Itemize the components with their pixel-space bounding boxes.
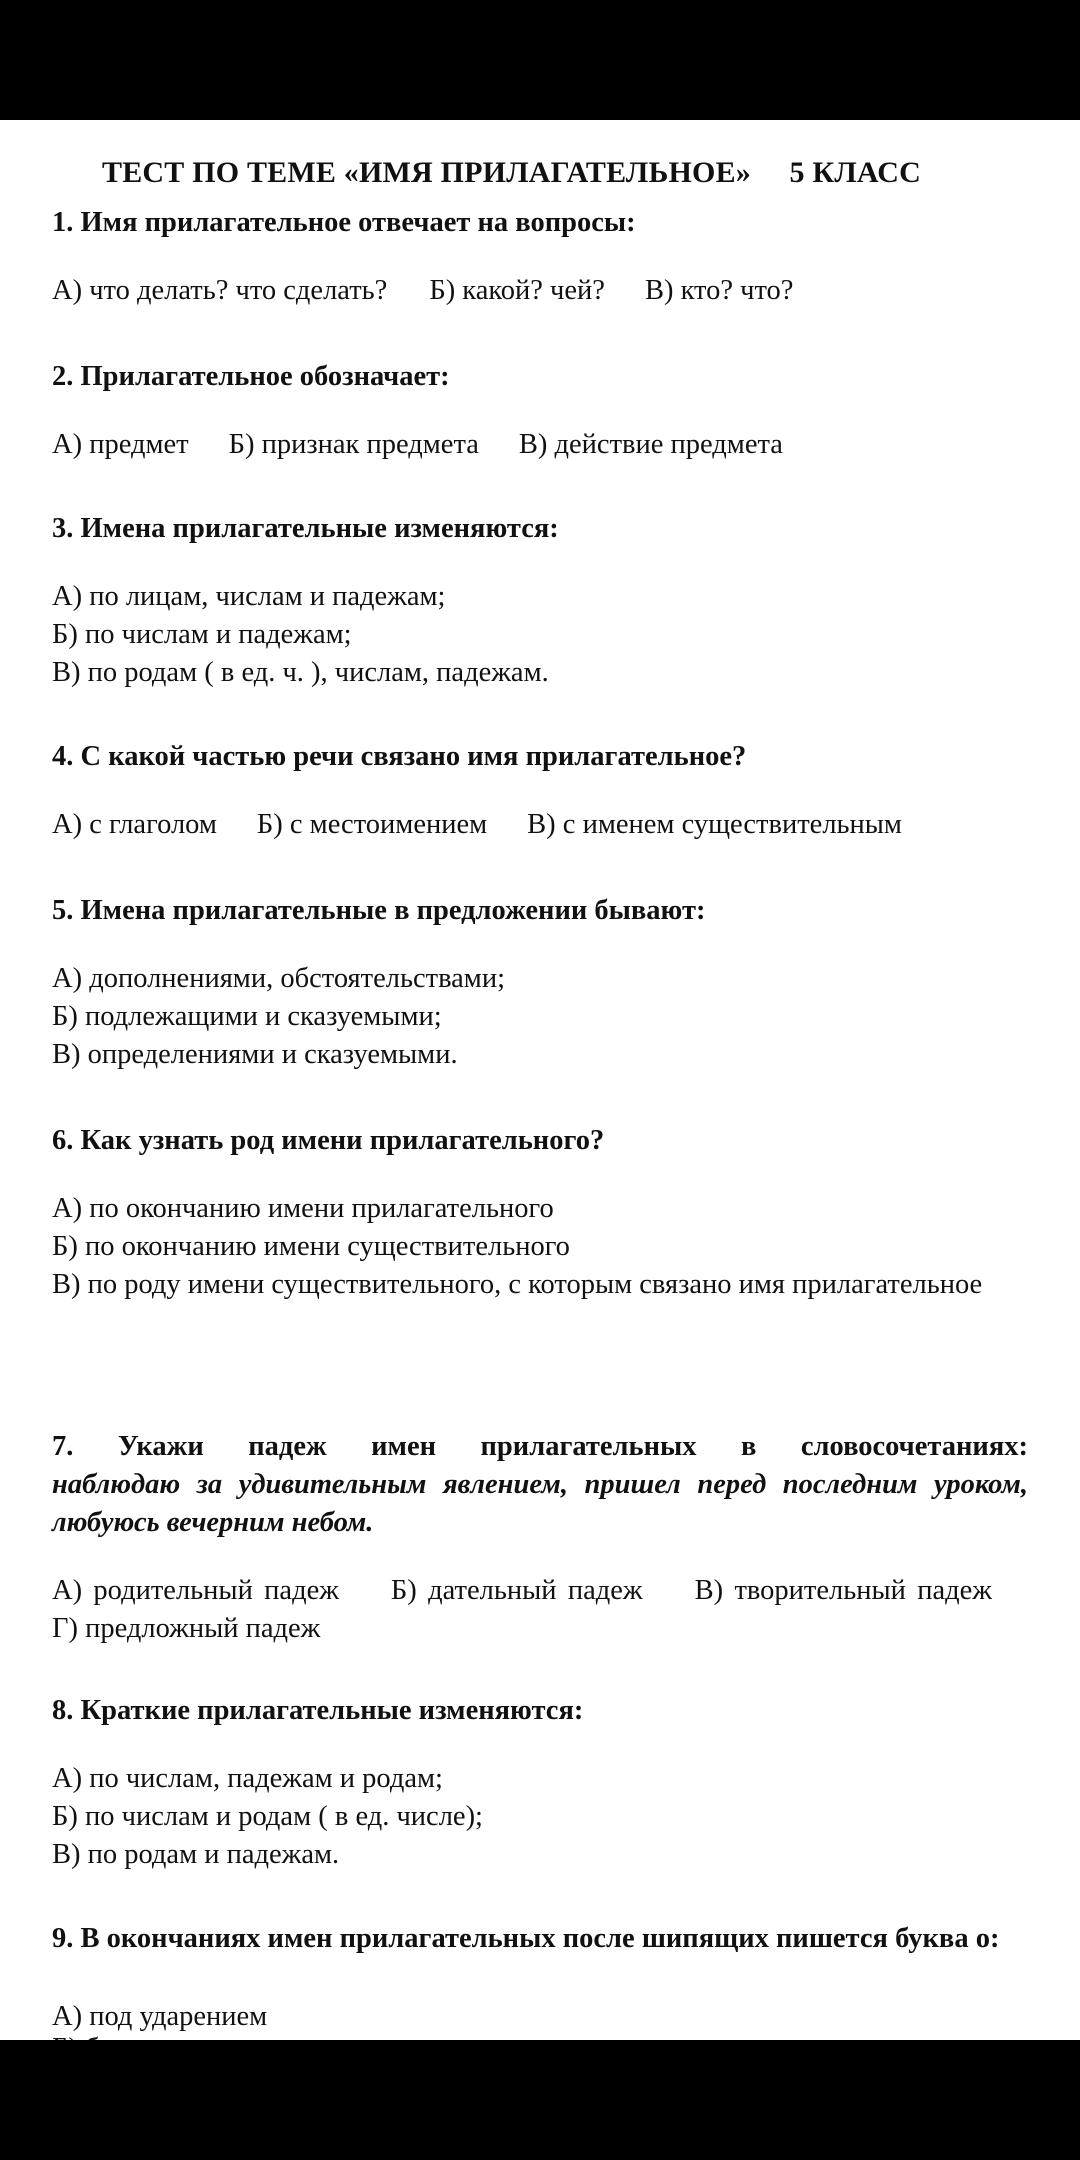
question-title: 1. Имя прилагательное отвечает на вопросы: xyxy=(52,207,636,238)
question-5 xyxy=(52,892,1028,1074)
options-list xyxy=(52,1572,1028,1648)
document-title: ТЕСТ ПО ТЕМЕ «ИМЯ ПРИЛАГАТЕЛЬНОЕ» 5 КЛАСС xyxy=(102,156,921,189)
option-a: А) родительный падеж xyxy=(52,1575,339,1606)
option-c: В) определениями и сказуемыми. xyxy=(52,1039,458,1070)
option-b: Б) с местоимением xyxy=(256,809,488,840)
options-row xyxy=(52,272,1028,310)
options-list xyxy=(52,960,1028,1074)
question-6 xyxy=(52,1122,1028,1304)
option-a: А) по окончанию имени прилагательного xyxy=(52,1193,554,1224)
question-7 xyxy=(52,1428,1028,1648)
question-title: 2. Прилагательное обозначает: xyxy=(52,361,450,392)
options-row xyxy=(52,806,1028,844)
question-9-options-cut xyxy=(52,2001,472,2040)
option-a: А) по числам, падежам и родам; xyxy=(52,1763,443,1794)
options-list xyxy=(52,1760,1028,1874)
question-title: 4. С какой частью речи связано имя прилагательное? xyxy=(52,741,747,772)
option-b: Б) подлежащими и сказуемыми; xyxy=(52,1001,442,1032)
option-d: Г) предложный падеж xyxy=(52,1613,321,1644)
option-a: А) под ударением xyxy=(52,2001,268,2032)
question-1 xyxy=(52,204,1028,310)
option-a: А) предмет xyxy=(52,429,189,460)
question-8 xyxy=(52,1692,1028,1874)
question-3 xyxy=(52,510,1028,692)
question-title: 7. Укажи падеж имен прилагательных в словосочетаниях: xyxy=(52,1431,1028,1462)
option-b: Б) по окончанию имени существительного xyxy=(52,1231,570,1262)
option-c: В) действие предмета xyxy=(518,429,783,460)
options-row xyxy=(52,426,1028,464)
option-a: А) с глаголом xyxy=(52,809,217,840)
option-c: В) по родам и падежам. xyxy=(52,1839,340,1870)
question-title: 6. Как узнать род имени прилагательного? xyxy=(52,1125,605,1156)
option-c: В) творительный падеж xyxy=(694,1575,992,1606)
question-title: 3. Имена прилагательные изменяются: xyxy=(52,513,559,544)
option-a: А) по лицам, числам и падежам; xyxy=(52,581,446,612)
option-c: В) кто? что? xyxy=(644,275,794,306)
question-phrases: наблюдаю за удивительным явлением, пришел перед последним уроком, любуюсь вечерним небом. xyxy=(52,1469,1028,1538)
document-page xyxy=(0,120,1080,2040)
option-c: В) по роду имени существительного, с которым связано имя прилагательное xyxy=(52,1269,983,1300)
options-list xyxy=(52,1190,1028,1304)
option-a: А) что делать? что сделать? xyxy=(52,275,388,306)
question-4 xyxy=(52,738,1028,844)
question-2 xyxy=(52,358,1028,464)
option-c: В) с именем существительным xyxy=(527,809,902,840)
question-title: 8. Краткие прилагательные изменяются: xyxy=(52,1695,584,1726)
option-b: Б) дательный падеж xyxy=(390,1575,643,1606)
question-title: 5. Имена прилагательные в предложении бывают: xyxy=(52,895,706,926)
option-a: А) дополнениями, обстоятельствами; xyxy=(52,963,506,994)
options-list xyxy=(52,578,1028,692)
option-b: Б) какой? чей? xyxy=(429,275,605,306)
bottom-navigation-bar xyxy=(0,2040,1080,2160)
question-title: 9. В окончаниях имен прилагательных после шипящих пишется буква о: xyxy=(52,1923,1000,1954)
question-9 xyxy=(52,1920,1028,1958)
top-status-bar xyxy=(0,0,1080,120)
option-b: Б) по числам и родам ( в ед. числе); xyxy=(52,1801,483,1832)
option-b: Б) по числам и падежам; xyxy=(52,619,352,650)
option-c: В) по родам ( в ед. ч. ), числам, падежам. xyxy=(52,657,549,688)
option-b: Б) признак предмета xyxy=(228,429,479,460)
